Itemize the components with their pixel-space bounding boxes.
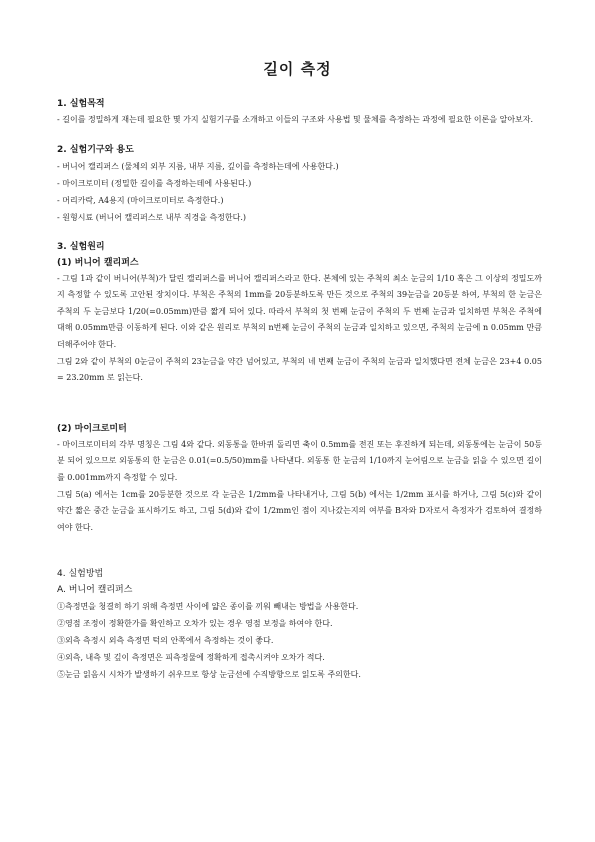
section-purpose [57,96,542,129]
list-item: ②영점 조정이 정확한가를 확인하고 오차가 있는 경우 영점 보정을 하여야 한다. [57,619,333,629]
list-item: - 머리카락, A4용지 (마이크로미터로 측정한다.) [57,195,224,205]
subsection-heading: (1) 버니어 캘리퍼스 [57,257,139,268]
paragraph: 그림 5(a) 에서는 1cm를 20등분한 것으로 각 눈금은 1/2mm를 나타내거나, 그림 5(b) 에서는 1/2mm 표시를 하거나, 그림 5(c)와 같이 약간 짧은 중간 눈금을 표시하기도 하고, 그림 5(d)와 같이 1/2mm인 점이 지나갔는지의 여부를 B자와 D자로서 측정자가 검토하여 결정하여야 한다. [57,489,542,532]
paragraph: - 마이크로미터의 각부 명칭은 그림 4와 같다. 외동통을 한바퀴 돌리면 축이 0.5mm를 전진 또는 후진하게 되는데, 외동통에는 눈금이 50등분 되어 있으므로 외동통의 한 눈금은 0.01(=0.5/50)mm를 나타낸다. 외동통 한 눈금의 1/10까지 눈어림으로 눈금을 읽을 수 있으면 길이를 0.001mm까지 측정할 수 있다. [57,439,542,482]
section-heading: 4. 실험방법 [57,569,104,580]
paragraph: 그림 2와 같이 부척의 0눈금이 주척의 23눈금을 약간 넘어있고, 부척의 네 번째 눈금이 주척의 눈금과 일치했다면 전체 눈금은 23+4 0.05 = 23.20mm 로 읽는다. [57,356,542,383]
list-item: ③외측 측정시 외측 측정면 턱의 안쪽에서 측정하는 것이 좋다. [57,636,274,646]
subsection-heading: (2) 마이크로미터 [57,423,127,434]
list-item: - 마이크로미터 (정밀한 길이를 측정하는데에 사용된다.) [57,178,252,188]
method-list [57,598,542,683]
section-heading: 2. 실험기구와 용도 [57,144,134,155]
list-item: ⑤눈금 읽음시 시차가 발생하기 쉬우므로 항상 눈금선에 수직방향으로 읽도록 주의한다. [57,670,361,680]
section-principle [57,239,542,537]
equipment-list [57,158,542,226]
paragraph: - 그림 1과 같이 버니어(부척)가 달린 캘리퍼스를 버니어 캘리퍼스라고 한다. 본체에 있는 주척의 최소 눈금의 1/10 혹은 그 이상의 정밀도까지 측정할 수 있도록 고안된 장치이다. 부척은 주척의 1mm를 20등분하도록 만든 것으로 주척의 39눈금을 20등분 하여, 부척의 한 눈금은 주척의 두 눈금보다 1/20(=0.05mm)만큼 짧게 되어 있다. 따라서 부척의 첫 번째 눈금이 주척의 두 번째 눈금과 일치하면 부척은 주척에 대해 0.05mm만큼 이동하게 된다. 이와 같은 원리로 부척의 n번째 눈금이 주척의 눈금과 일치하고 있으면, 주척의 눈금에 n 0.05mm 만큼 더해주어야 한다. [57,273,542,349]
section-method [57,566,542,683]
section-equipment [57,142,542,226]
list-item: ④외측, 내측 및 깊이 측정면은 피측정물에 정확하게 접촉시켜야 오차가 적다. [57,653,325,663]
paragraph: - 길이를 정밀하게 재는데 필요한 몇 가지 실험기구를 소개하고 이들의 구조와 사용법 및 물체를 측정하는 과정에 필요한 이론을 알아보자. [57,115,534,124]
section-heading: 1. 실험목적 [57,99,105,109]
list-item: - 원형시료 (버니어 캘리퍼스로 내부 직경을 측정한다.) [57,212,247,222]
list-item: ①측정면을 청결히 하기 위해 측정면 사이에 얇은 종이를 끼워 빼내는 방법을 사용한다. [57,602,359,612]
document-body [57,96,542,683]
section-heading: 3. 실험원리 [57,241,105,252]
subsection-heading: A. 버니어 캘리퍼스 [57,585,133,596]
list-item: - 버니어 캘리퍼스 (물체의 외부 지름, 내부 지름, 깊이를 측정하는데에 사용한다.) [57,161,339,171]
page-title: 길이 측정 [263,60,332,78]
